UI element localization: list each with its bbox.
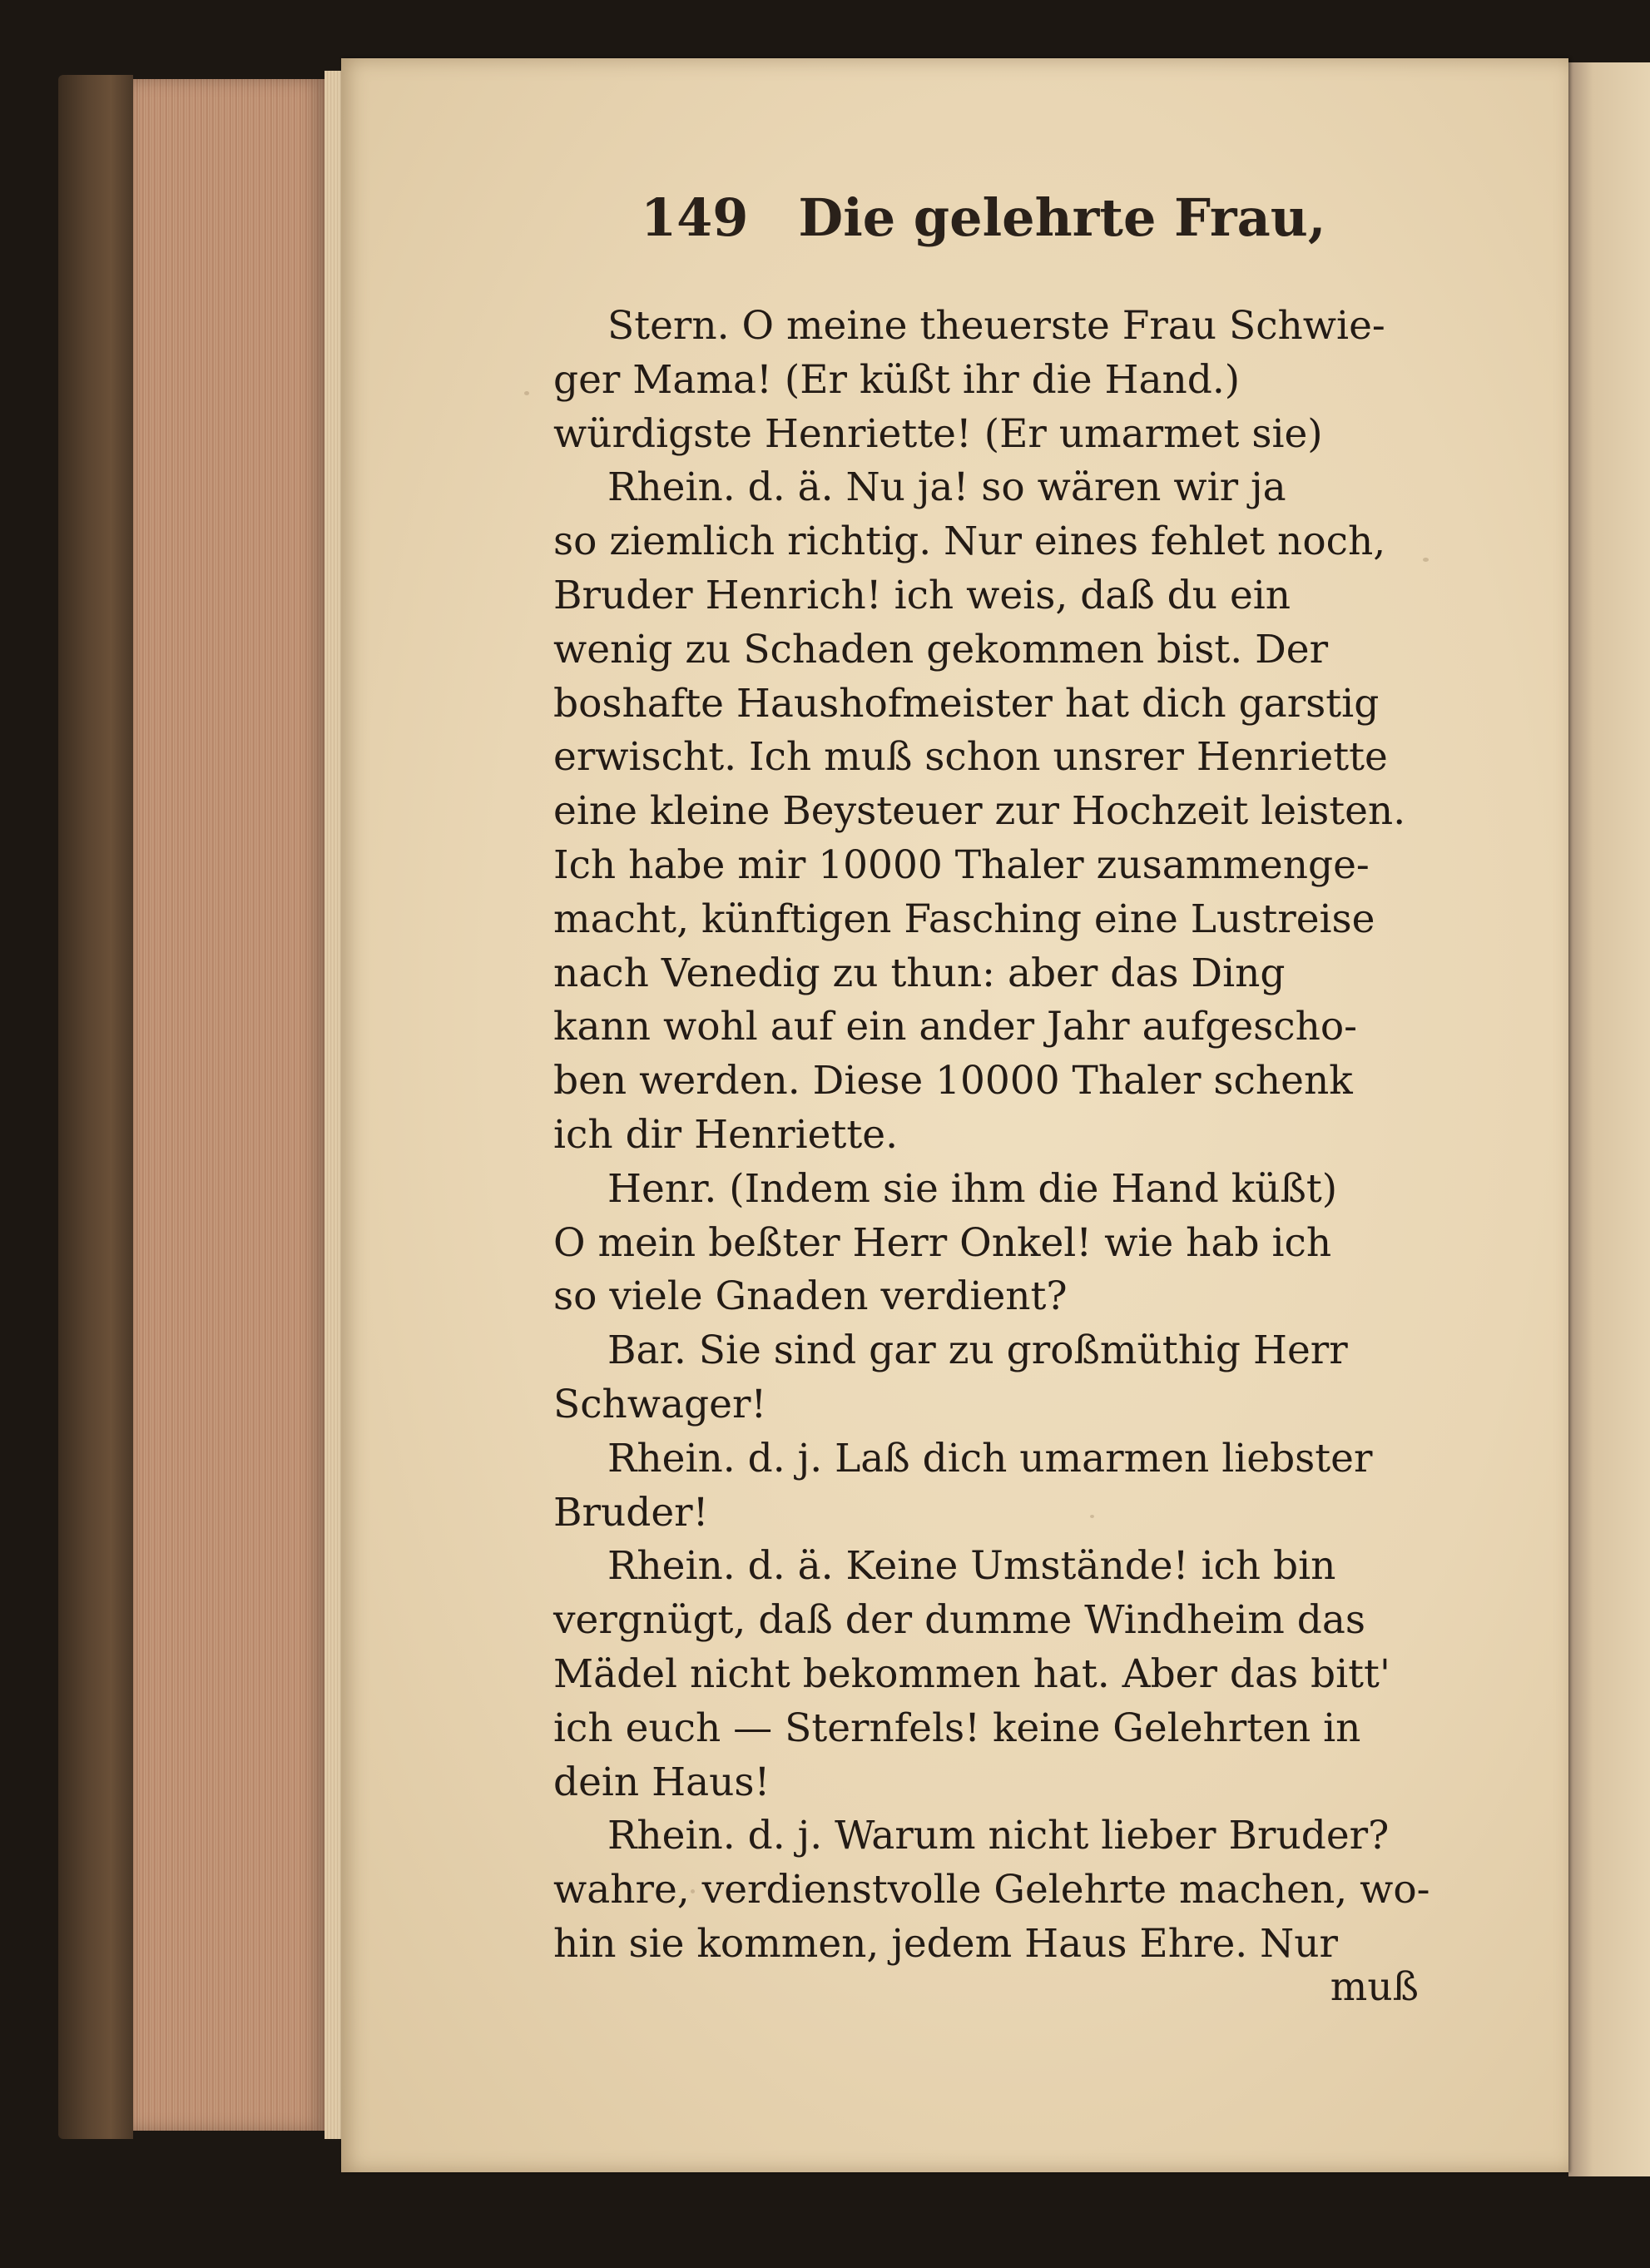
text-line: Ich habe mir 10000 Thaler zusammenge- [553,841,1370,888]
text-line: Bar. Sie sind gar zu großmüthig Herr [607,1328,1348,1374]
text-line: Stern. O meine theuerste Frau Schwie- [607,303,1385,349]
text-line: ich dir Henriette. [553,1111,899,1158]
text-line: vergnügt, daß der dumme Windheim das [553,1597,1366,1644]
text-line: kann wohl auf ein ander Jahr aufgescho- [553,1004,1358,1050]
text-line: Henr. (Indem sie ihm die Hand küßt) [607,1165,1338,1212]
text-line: nach Venedig zu thun: aber das Ding [553,950,1286,996]
text-line: Mädel nicht bekommen hat. Aber das bitt' [553,1650,1390,1697]
running-head [641,187,1326,262]
text-line: Rhein. d. j. Laß dich umarmen liebster [607,1435,1373,1481]
text-line: Rhein. d. ä. Nu ja! so wären wir ja [607,464,1286,511]
text-line: so viele Gnaden verdient? [553,1273,1068,1320]
text-line: ich euch — Sternfels! keine Gelehrten in [553,1705,1361,1751]
text-line: Rhein. d. ä. Keine Umstände! ich bin [607,1543,1336,1590]
text-line: Bruder! [553,1489,709,1536]
text-line: so ziemlich richtig. Nur eines fehlet noch, [553,519,1386,565]
page-number: 149 [641,187,749,248]
body-text [553,300,1452,1972]
book-cover-spine [58,75,133,2139]
facing-page-edge [1568,62,1650,2176]
text-line: erwischt. Ich muß schon unsrer Henriette [553,734,1388,781]
running-title: Die gelehrte Frau, [798,187,1326,248]
text-line: boshafte Haushofmeister hat dich garstig [553,680,1380,727]
text-line: würdigste Henriette! (Er umarmet sie) [553,410,1323,457]
text-line: macht, künftigen Fasching eine Lustreise [553,896,1375,942]
text-line: dein Haus! [553,1759,770,1805]
text-line: Schwager! [553,1381,767,1427]
text-line: wenig zu Schaden gekommen bist. Der [553,626,1329,672]
page-edges [133,79,325,2131]
text-line: ger Mama! (Er küßt ihr die Hand.) [553,356,1241,403]
text-line: ben werden. Diese 10000 Thaler schenk [553,1058,1353,1104]
text-line: wahre, verdienstvolle Gelehrte machen, wo- [553,1867,1430,1913]
catchword: muß [1330,1964,1419,2010]
text-line: O mein beßter Herr Onkel! wie hab ich [553,1219,1332,1266]
text-line: eine kleine Beysteuer zur Hochzeit leisten. [553,788,1406,835]
text-line: Rhein. d. j. Warum nicht lieber Bruder? [607,1813,1390,1859]
text-line: Bruder Henrich! ich weis, daß du ein [553,572,1291,618]
text-line: hin sie kommen, jedem Haus Ehre. Nur [553,1920,1339,1967]
